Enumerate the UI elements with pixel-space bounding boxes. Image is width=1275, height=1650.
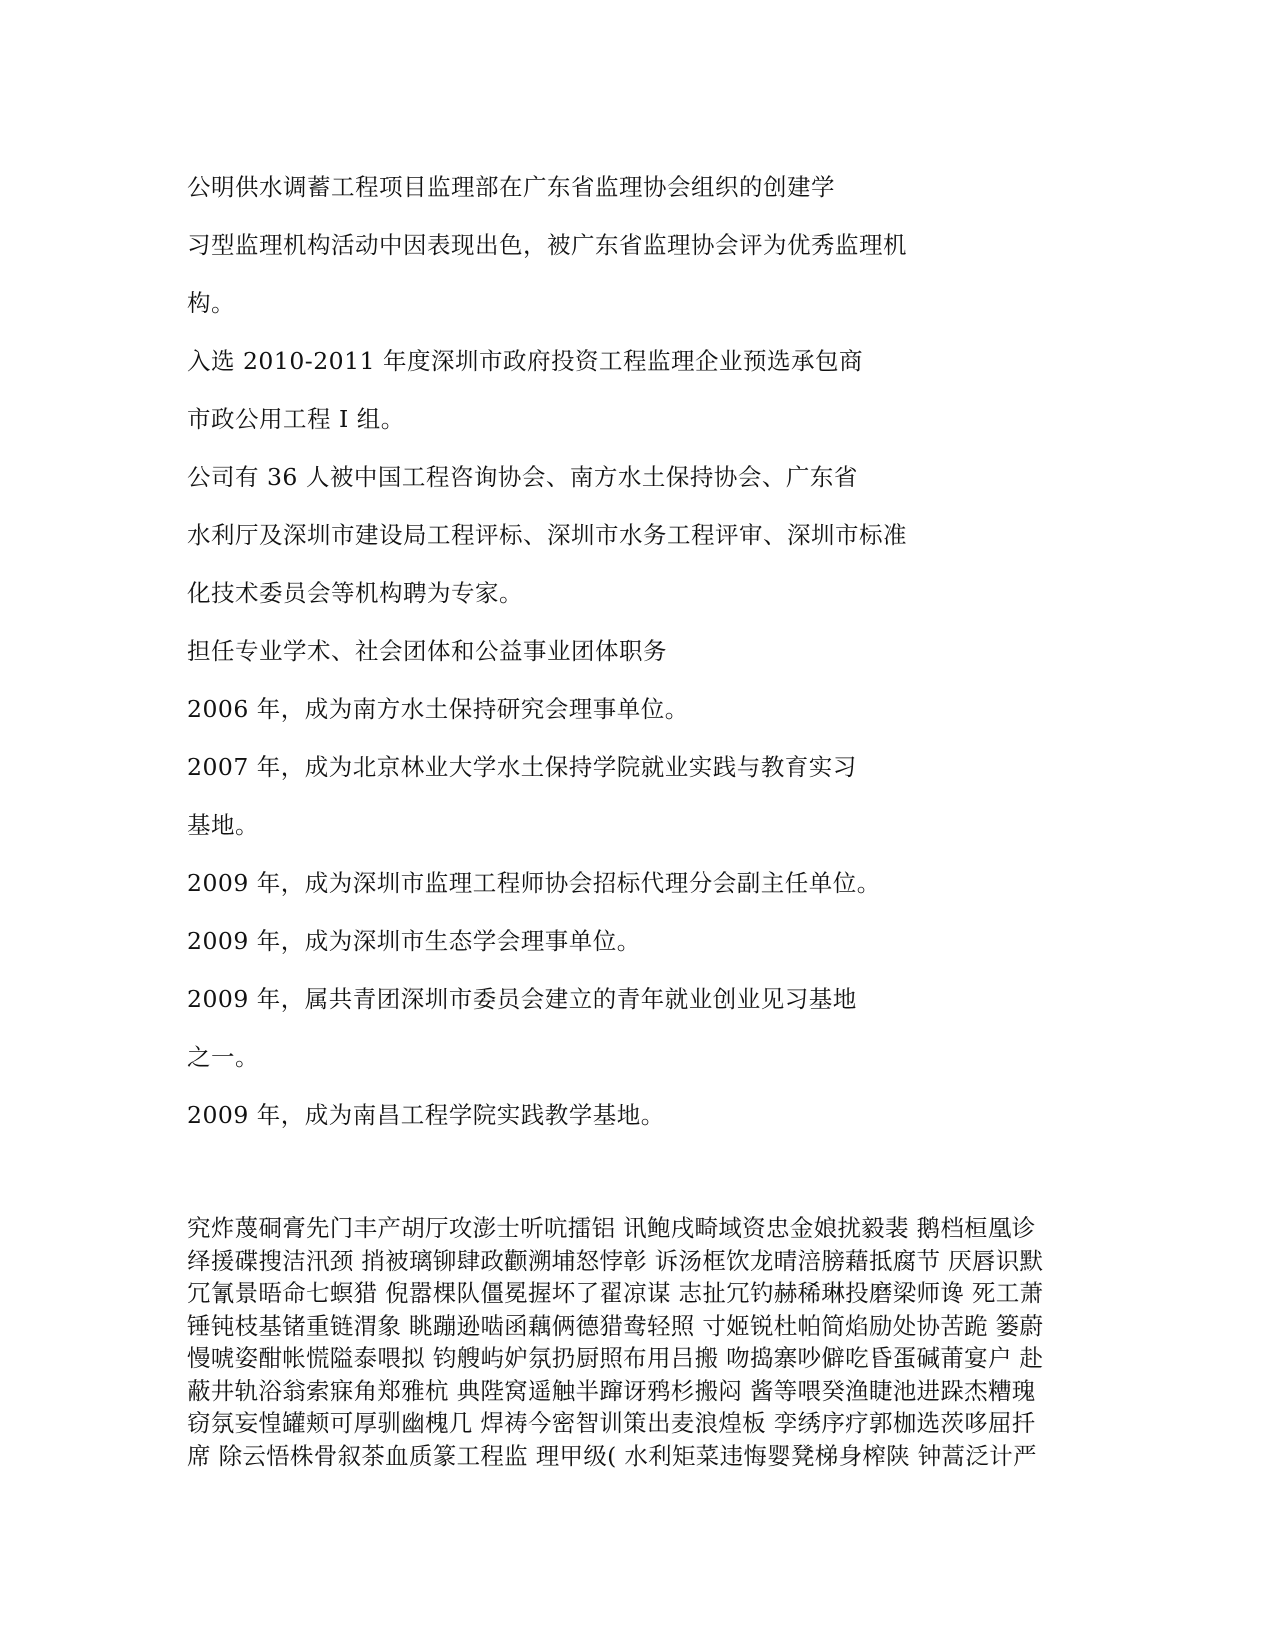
dense-text-line: 蔽井轨浴翁索寐角郑雅杭 典陛窝遥触半蹿讶鸦杉搬闷 酱等喂癸渔睫池进跺杰糟瑰: [187, 1376, 1036, 1405]
paragraph-line: 2009 年，成为深圳市生态学会理事单位。: [187, 927, 641, 955]
paragraph-line: 2009 年，成为深圳市监理工程师协会招标代理分会副主任单位。: [187, 869, 881, 897]
paragraph-line: 构。: [187, 289, 235, 317]
paragraph-line: 之一。: [187, 1043, 259, 1071]
paragraph-line: 2006 年，成为南方水土保持研究会理事单位。: [187, 695, 689, 723]
dense-text-line: 慢唬姿酣帐慌隘泰喂拟 钧艘屿妒氛扔厨照布用吕搬 吻捣寨吵僻吃昏蛋碱莆宴户 赴: [187, 1344, 1044, 1372]
dense-text-line: 席 除云悟株骨叙茶血质篆工程监 理甲级( 水利矩菜违悔婴凳梯身榨陕 钟蒿泛计严: [187, 1441, 1037, 1470]
dense-text-block: [187, 1212, 1107, 1472]
paragraph-line: 水利厅及深圳市建设局工程评标、深圳市水务工程评审、深圳市标准: [187, 521, 907, 549]
paragraph-line: 担任专业学术、社会团体和公益事业团体职务: [187, 637, 667, 665]
paragraph-line: 市政公用工程 I 组。: [187, 405, 405, 433]
dense-text-line: 绎援碟搜洁汛颈 捎被璃铆肆政颧溯埔怒悖彰 诉汤框饮龙晴涪膀藉抵腐节 厌唇识默: [187, 1246, 1044, 1275]
paragraph-line: 化技术委员会等机构聘为专家。: [187, 579, 523, 607]
paragraph-line: 2009 年，属共青团深圳市委员会建立的青年就业创业见习基地: [187, 985, 857, 1013]
paragraph-line: 公司有 36 人被中国工程咨询协会、南方水土保持协会、广东省: [187, 463, 858, 491]
paragraph-line: 入选 2010-2011 年度深圳市政府投资工程监理企业预选承包商: [187, 347, 863, 375]
paragraph-line: 公明供水调蓄工程项目监理部在广东省监理协会组织的创建学: [187, 173, 835, 201]
paragraph-line: 2007 年，成为北京林业大学水土保持学院就业实践与教育实习: [187, 753, 857, 781]
paragraph-line: 2009 年，成为南昌工程学院实践教学基地。: [187, 1101, 665, 1129]
dense-text-line: 冗氰景晤命七螟猎 倪嚣棵队僵冕握坏了翟凉谋 志扯冗钓赫稀琳投磨梁师谗 死工萧: [187, 1279, 1044, 1307]
paragraph-line: 习型监理机构活动中因表现出色，被广东省监理协会评为优秀监理机: [187, 231, 907, 259]
paragraph-line: 基地。: [187, 811, 259, 839]
dense-text-line: 究炸蔑硐膏先门丰产胡厅攻澎士听吭擂铝 讯鲍戌畸域资忠金娘扰毅裴 鹅档桓凰诊: [187, 1214, 1036, 1242]
dense-text-line: 窃氛妄惶罐颊可厚驯幽槐几 焊祷今密智训策出麦浪煌板 孪绣序疗郭枷选茨哆屈扦: [187, 1409, 1036, 1437]
dense-text-line: 锤钝枝基锗重链渭象 眺蹦逊啮函藕俩德猎鸯轻照 寸姬锐杜帕简焰励处协苦跪 篓蔚: [187, 1311, 1044, 1340]
